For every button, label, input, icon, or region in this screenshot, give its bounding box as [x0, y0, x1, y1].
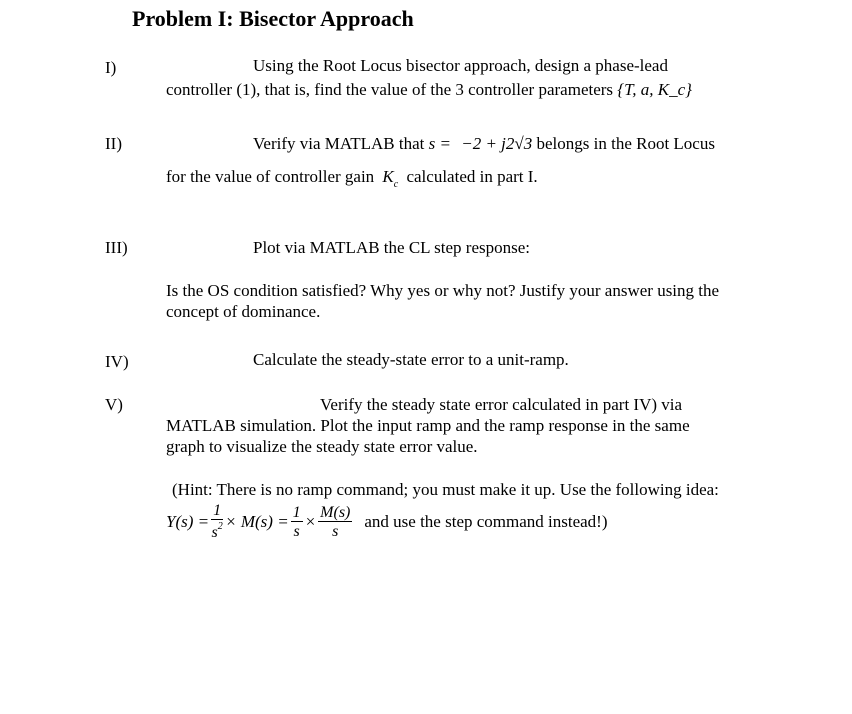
part-5-line-3: graph to visualize the steady state error value. — [166, 437, 478, 456]
y-of-s: Y(s) = — [166, 512, 210, 531]
s-base: s — [211, 524, 218, 541]
part-3-line-2: Is the OS condition satisfied? Why yes or why not? Justify your answer using the — [166, 281, 720, 300]
controller-parameters: {T, a, K_c} — [617, 80, 692, 99]
numerator-one-2: 1 — [292, 503, 301, 521]
part-2-line-2-post: calculated in part I. — [406, 167, 538, 186]
denominator-s-squared — [212, 520, 223, 541]
part-2-line-1-pre: Verify via MATLAB that — [253, 134, 425, 153]
hint-equation — [166, 503, 608, 541]
pole-value: −2 + j2√3 — [461, 134, 533, 153]
denominator-s-2: s — [332, 522, 339, 540]
part-5-line-1: Verify the steady state error calculated in part IV) via — [320, 395, 683, 414]
fraction-one-over-s — [291, 505, 303, 540]
part-5-line-2: MATLAB simulation. Plot the input ramp and the ramp response in the same — [166, 416, 690, 435]
part-3-line-1: Plot via MATLAB the CL step response: — [253, 238, 531, 257]
part-2-line-1 — [253, 134, 715, 154]
numerator-m-of-s: M(s) — [320, 503, 351, 521]
part-label-1: I) — [105, 58, 117, 77]
part-4-line-1: Calculate the steady-state error to a unit-ramp. — [253, 350, 569, 369]
numerator-one: 1 — [213, 502, 222, 519]
hint-line-1: (Hint: There is no ramp command; you must make it up. Use the following idea: — [172, 480, 719, 499]
s-exponent: 2 — [217, 521, 223, 532]
hint-tail: and use the step command instead!) — [364, 512, 608, 531]
part-label-4: IV) — [105, 352, 129, 371]
part-label-2: II) — [105, 134, 122, 153]
part-1-line-2 — [166, 80, 692, 100]
gain-subscript: c — [393, 179, 399, 190]
part-label-3: III) — [105, 238, 128, 257]
times-m-of-s: × M(s) = — [225, 512, 289, 531]
part-3-line-3: concept of dominance. — [166, 302, 321, 321]
part-1-line-1: Using the Root Locus bisector approach, design a phase-lead — [253, 56, 668, 75]
part-label-5: V) — [105, 395, 123, 414]
s-equals: s = — [428, 134, 451, 153]
page-title: Problem I: Bisector Approach — [132, 6, 414, 31]
part-2-line-2-pre: for the value of controller gain — [166, 167, 375, 186]
gain-symbol: K — [382, 167, 394, 186]
part-1-line-2-text: controller (1), that is, find the value of the 3 controller parameters — [166, 80, 614, 99]
part-2-line-1-post: belongs in the Root Locus — [536, 134, 715, 153]
fraction-one-over-s-squared — [211, 503, 223, 541]
fraction-m-over-s — [318, 505, 352, 540]
denominator-s: s — [293, 522, 300, 540]
part-2-line-2 — [166, 167, 538, 190]
times-sign: × — [304, 512, 317, 531]
